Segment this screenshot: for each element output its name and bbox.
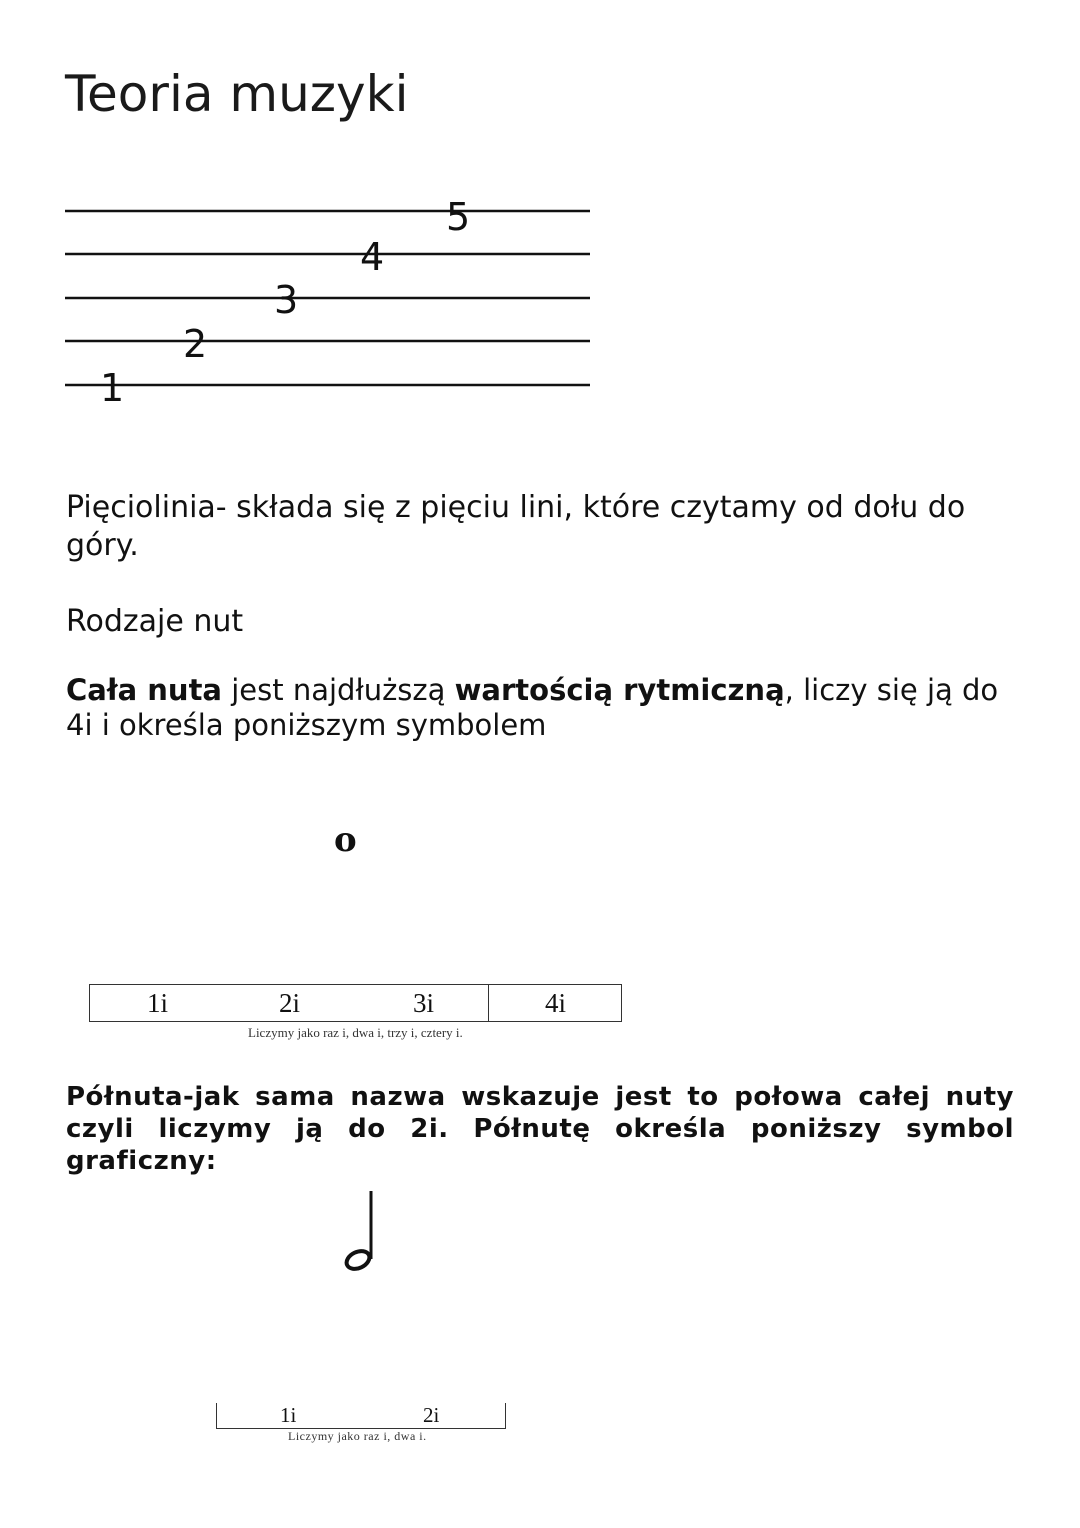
staff-description: Pięciolinia- składa się z pięciu lini, które czytamy od dołu do góry. [66, 490, 966, 563]
whole-note-term: Cała nuta [66, 673, 223, 707]
count-cell-1: 1i [147, 988, 169, 1018]
half-note-description: Półnuta-jak sama nazwa wskazuje jest to połowa całej nuty czyli liczymy ją do 2i. Półnutę określa poniższy symbol graficzny: [66, 1082, 1014, 1176]
staff-label-3: 3 [274, 278, 299, 322]
staff-label-4: 4 [360, 235, 385, 279]
half-note-symbol [335, 1185, 385, 1275]
whole-note-symbol: o [334, 820, 357, 860]
staff-label-2: 2 [183, 322, 208, 366]
half-count-cell-1: 1i [280, 1403, 297, 1427]
staff-label-5: 5 [446, 195, 471, 239]
whole-count-caption: Liczymy jako raz i, dwa i, trzy i, cztery i. [248, 1025, 463, 1040]
half-count-caption: Liczymy jako raz i, dwa i. [288, 1429, 427, 1443]
whole-note-count-table [89, 984, 622, 1022]
table-divider [488, 985, 489, 1021]
page-title: Teoria muzyki [65, 65, 409, 123]
whole-note-description: Cała nuta jest najdłuższą wartością rytmiczną, liczy się ją do 4i i określa poniższym symbolem [66, 673, 999, 742]
count-cell-2: 2i [279, 988, 301, 1018]
staff-label-1: 1 [100, 366, 125, 410]
half-note-count-table [216, 1403, 506, 1429]
count-cell-3: 3i [413, 988, 435, 1018]
half-count-cell-2: 2i [423, 1403, 440, 1427]
note-types-heading: Rodzaje nut [66, 604, 244, 639]
rhythmic-value-term: wartością rytmiczną [454, 673, 785, 707]
staff-diagram [0, 180, 640, 420]
count-cell-4: 4i [545, 988, 567, 1018]
